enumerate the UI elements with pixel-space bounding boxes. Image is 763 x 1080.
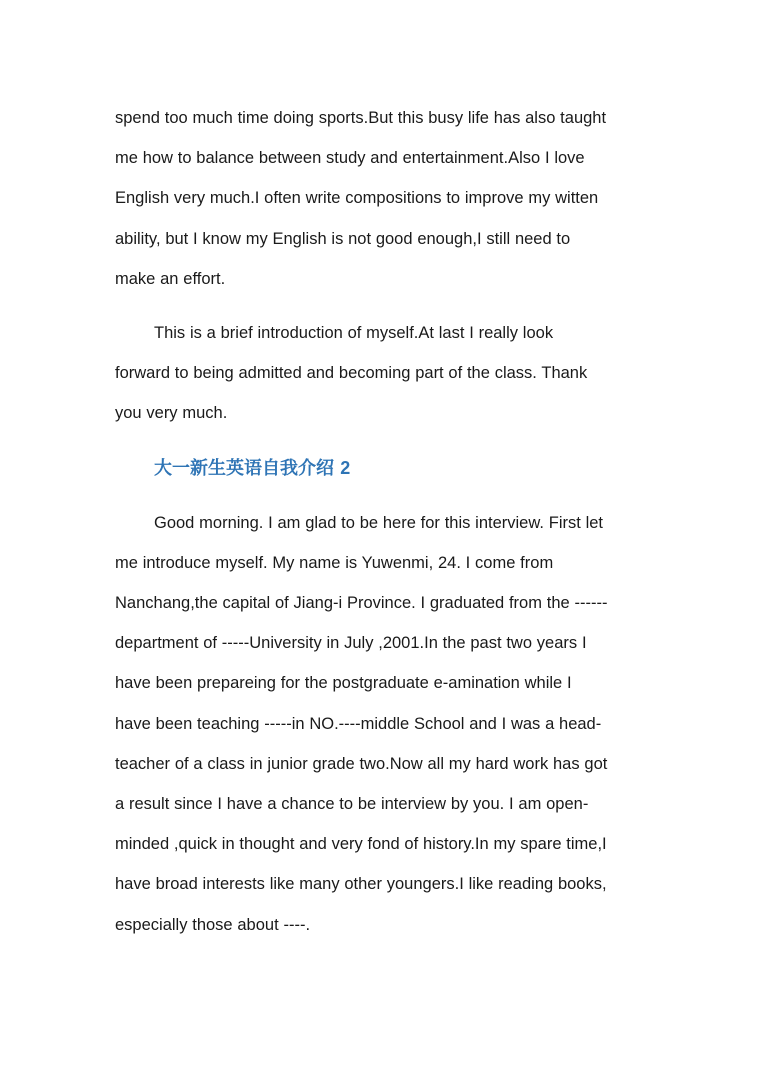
heading-number: 2 xyxy=(340,457,351,478)
paragraph-spacer xyxy=(115,489,650,503)
text-line: me introduce myself. My name is Yuwenmi, 24. I come from xyxy=(115,553,554,572)
text-line: especially those about ----. xyxy=(115,915,311,934)
text-line: forward to being admitted and becoming part of the class. Thank xyxy=(115,364,588,383)
text-line: department of -----University in July ,2001.In the past two years I xyxy=(115,634,587,653)
text-line: make an effort. xyxy=(115,269,226,288)
paragraph-spacer xyxy=(115,434,650,448)
document-page xyxy=(115,98,650,945)
section-heading xyxy=(115,448,650,489)
text-line: a result since I have a chance to be interview by you. I am open- xyxy=(115,795,589,814)
paragraph-closing xyxy=(115,313,650,434)
text-line: spend too much time doing sports.But this busy life has also taught xyxy=(115,109,607,127)
text-line: ability, but I know my English is not good enough,I still need to xyxy=(115,229,571,248)
text-line: have been teaching -----in NO.----middle School and I was a head- xyxy=(115,714,602,733)
text-line: Nanchang,the capital of Jiang-i Province. I graduated from the ------ xyxy=(115,594,608,613)
heading-text: 大一新生英语自我介绍 xyxy=(154,457,334,479)
text-line: you very much. xyxy=(115,404,228,423)
text-line: Good morning. I am glad to be here for this interview. First let xyxy=(154,513,604,532)
text-line: have broad interests like many other youngers.I like reading books, xyxy=(115,875,607,894)
text-line: English very much.I often write compositions to improve my witten xyxy=(115,189,599,208)
paragraph-interview-introduction xyxy=(115,503,650,945)
text-line: me how to balance between study and entertainment.Also I love xyxy=(115,149,585,168)
text-line: have been prepareing for the postgraduate e-amination while I xyxy=(115,674,572,693)
paragraph-spacer xyxy=(115,299,650,313)
text-line: minded ,quick in thought and very fond of history.In my spare time,I xyxy=(115,835,607,854)
paragraph-sports-balance xyxy=(115,98,650,299)
text-line: teacher of a class in junior grade two.Now all my hard work has got xyxy=(115,754,608,773)
text-line: This is a brief introduction of myself.At last I really look xyxy=(154,324,554,343)
